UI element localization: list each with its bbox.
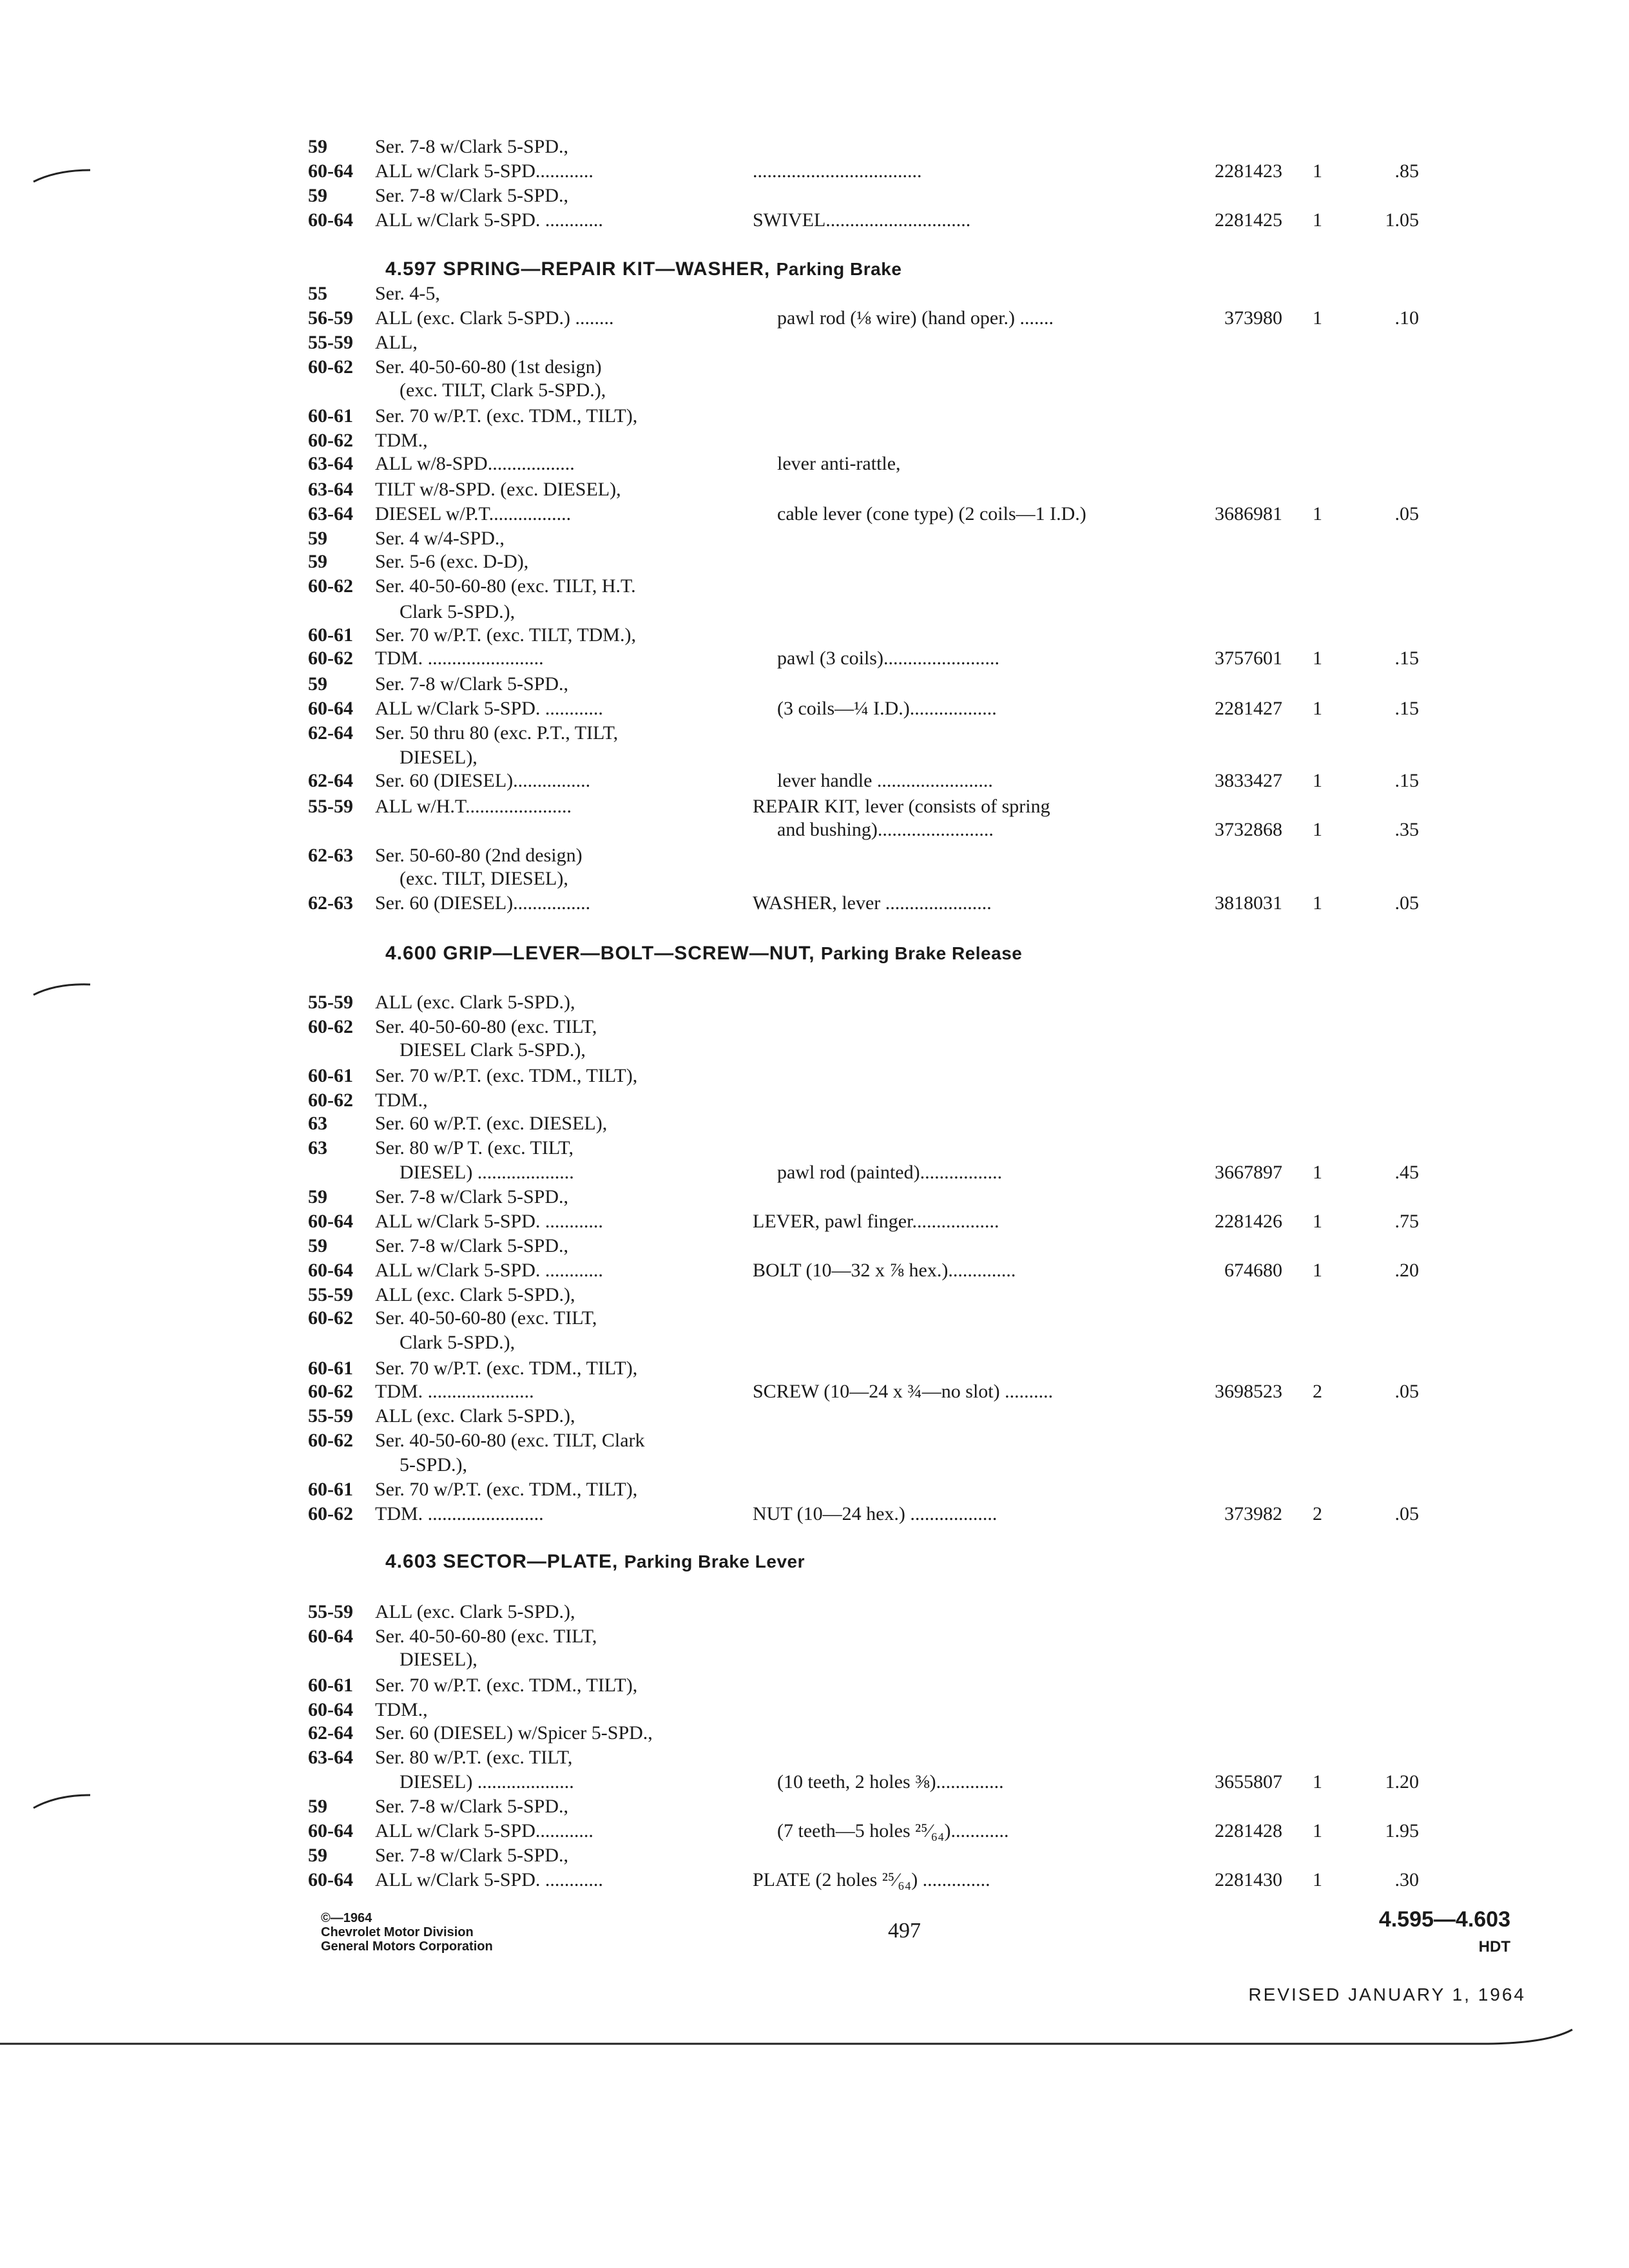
part-number: 674680 (1224, 1260, 1282, 1281)
model-years: 60-62 (308, 1503, 353, 1524)
table-row (0, 1283, 1629, 1307)
table-row (0, 184, 1629, 207)
part-desc: (7 teeth—5 holes ²⁵⁄₆₄)............ (777, 1820, 1009, 1841)
model-years: 63 (308, 1113, 327, 1134)
application-desc: Ser. 40-50-60-80 (exc. TILT, (375, 1016, 597, 1037)
price: .85 (1394, 160, 1419, 182)
part-desc: PLATE (2 holes ²⁵⁄₆₄) .............. (753, 1869, 990, 1890)
application-desc: Ser. 7-8 w/Clark 5-SPD., (375, 1235, 568, 1256)
section-heading (385, 1550, 805, 1573)
section-title: SPRING—REPAIR KIT—WASHER, (443, 258, 771, 280)
application-desc: ALL (exc. Clark 5-SPD.), (375, 992, 575, 1013)
model-years: 60-64 (308, 1260, 353, 1281)
table-row (0, 1015, 1629, 1039)
model-years: 59 (308, 1235, 327, 1256)
model-years: 60-64 (308, 1820, 353, 1841)
model-years: 59 (308, 551, 327, 572)
price: 1.20 (1385, 1771, 1419, 1792)
part-number: 2281428 (1215, 1820, 1282, 1841)
part-desc: (3 coils—¼ I.D.).................. (777, 698, 997, 719)
application-desc: ALL w/8-SPD.................. (375, 453, 575, 474)
table-row (0, 1331, 1629, 1354)
model-years: 60-62 (308, 575, 353, 597)
table-row (0, 1161, 1629, 1184)
price: 1.05 (1385, 209, 1419, 231)
application-desc: ALL w/Clark 5-SPD. ............ (375, 698, 603, 719)
price: .05 (1394, 892, 1419, 914)
part-number: 373982 (1224, 1503, 1282, 1524)
model-years: 55-59 (308, 1405, 353, 1427)
table-row (0, 1648, 1629, 1671)
table-row (0, 1210, 1629, 1233)
application-desc: Ser. 40-50-60-80 (exc. TILT, H.T. (375, 575, 636, 597)
section-number: 4.597 (385, 258, 438, 280)
model-years: 60-61 (308, 1675, 353, 1696)
price: .35 (1394, 819, 1419, 840)
table-row (0, 527, 1629, 550)
price: .15 (1394, 770, 1419, 791)
part-desc: cable lever (cone type) (2 coils—1 I.D.) (777, 503, 1086, 524)
table-row (0, 1089, 1629, 1112)
application-desc: TDM., (375, 1699, 428, 1720)
table-row (0, 429, 1629, 452)
part-desc: BOLT (10—32 x ⅞ hex.).............. (753, 1260, 1016, 1281)
table-row (0, 867, 1629, 890)
model-years: 62-64 (308, 722, 353, 744)
application-desc: Ser. 60 w/P.T. (exc. DIESEL), (375, 1113, 608, 1134)
application-desc: ALL w/Clark 5-SPD. ............ (375, 1211, 603, 1232)
application-desc: Ser. 5-6 (exc. D-D), (375, 551, 529, 572)
table-row (0, 1454, 1629, 1477)
application-desc: Ser. 40-50-60-80 (1st design) (375, 356, 602, 378)
model-years: 59 (308, 1186, 327, 1207)
quantity: 1 (1313, 307, 1322, 329)
table-row (0, 844, 1629, 867)
quantity: 1 (1313, 1162, 1322, 1183)
model-years: 60-61 (308, 624, 353, 646)
model-years: 59 (308, 528, 327, 549)
table-row (0, 892, 1629, 915)
part-desc: and bushing)........................ (777, 819, 994, 840)
application-desc: Ser. 40-50-60-80 (exc. TILT, (375, 1307, 597, 1329)
application-desc: Ser. 4 w/4-SPD., (375, 528, 505, 549)
application-desc: Ser. 4-5, (375, 283, 440, 304)
table-row (0, 1137, 1629, 1160)
part-desc: LEVER, pawl finger.................. (753, 1211, 999, 1232)
application-desc: ALL (exc. Clark 5-SPD.) ........ (375, 307, 614, 329)
section-heading (385, 258, 901, 281)
model-years: 55-59 (308, 1601, 353, 1622)
table-row (0, 575, 1629, 598)
price: .15 (1394, 648, 1419, 669)
model-years: 55-59 (308, 796, 353, 817)
application-desc: Ser. 7-8 w/Clark 5-SPD., (375, 1845, 568, 1866)
quantity: 1 (1313, 209, 1322, 231)
revised-date: REVISED JANUARY 1, 1964 (1248, 1984, 1526, 2004)
application-desc: Ser. 7-8 w/Clark 5-SPD., (375, 136, 568, 157)
application-desc: ALL (exc. Clark 5-SPD.), (375, 1601, 575, 1622)
part-number: 2281426 (1215, 1211, 1282, 1232)
part-desc: REPAIR KIT, lever (consists of spring (753, 796, 1050, 817)
application-desc: Ser. 40-50-60-80 (exc. TILT, (375, 1626, 597, 1647)
quantity: 1 (1313, 1211, 1322, 1232)
model-years: 62-63 (308, 892, 353, 914)
model-years: 59 (308, 185, 327, 206)
table-row (0, 1503, 1629, 1526)
table-row (0, 795, 1629, 818)
section-title: SECTOR—PLATE, (443, 1551, 619, 1572)
application-desc: ALL w/Clark 5-SPD. ............ (375, 1260, 603, 1281)
quantity: 2 (1313, 1381, 1322, 1402)
price: .05 (1394, 1503, 1419, 1524)
part-number: 3655807 (1215, 1771, 1282, 1792)
application-desc: Clark 5-SPD.), (400, 1332, 516, 1353)
model-years: 63-64 (308, 479, 353, 500)
table-row (0, 1698, 1629, 1722)
model-years: 60-64 (308, 1211, 353, 1232)
quantity: 1 (1313, 770, 1322, 791)
model-years: 60-64 (308, 209, 353, 231)
table-row (0, 1600, 1629, 1624)
model-years: 63-64 (308, 503, 353, 524)
application-desc: Ser. 50 thru 80 (exc. P.T., TILT, (375, 722, 619, 744)
table-row (0, 1746, 1629, 1769)
application-desc: Clark 5-SPD.), (400, 601, 516, 622)
model-years: 60-62 (308, 1016, 353, 1037)
part-desc: pawl rod (painted)................. (777, 1162, 1003, 1183)
application-desc: ALL (exc. Clark 5-SPD.), (375, 1284, 575, 1305)
quantity: 1 (1313, 503, 1322, 524)
table-row (0, 1674, 1629, 1697)
quantity: 1 (1313, 160, 1322, 182)
application-desc: 5-SPD.), (400, 1454, 468, 1475)
table-row (0, 478, 1629, 501)
model-years: 55-59 (308, 992, 353, 1013)
part-desc: ................................... (753, 160, 922, 182)
application-desc: DIESEL), (400, 747, 477, 768)
model-years: 59 (308, 673, 327, 695)
part-number: 3732868 (1215, 819, 1282, 840)
model-years: 59 (308, 1796, 327, 1817)
application-desc: Ser. 7-8 w/Clark 5-SPD., (375, 185, 568, 206)
table-row (0, 1357, 1629, 1380)
table-row (0, 1186, 1629, 1209)
part-desc: pawl rod (⅛ wire) (hand oper.) ....... (777, 307, 1054, 329)
model-years: 60-64 (308, 1699, 353, 1720)
model-years: 60-62 (308, 1430, 353, 1451)
model-years: 60-62 (308, 1307, 353, 1329)
table-row (0, 1478, 1629, 1501)
section-title: GRIP—LEVER—BOLT—SCREW—NUT, (443, 943, 815, 964)
model-years: 59 (308, 136, 327, 157)
table-row (0, 135, 1629, 159)
application-desc: DIESEL w/P.T................. (375, 503, 572, 524)
section-subtitle: Parking Brake Release (820, 943, 1023, 963)
application-desc: DIESEL Clark 5-SPD.), (400, 1039, 586, 1061)
table-row (0, 991, 1629, 1014)
price: .05 (1394, 503, 1419, 524)
model-years: 55-59 (308, 332, 353, 353)
quantity: 1 (1313, 648, 1322, 669)
application-desc: TDM. ...................... (375, 1381, 534, 1402)
application-desc: Ser. 60 (DIESEL)................ (375, 892, 591, 914)
part-number: 3686981 (1215, 503, 1282, 524)
table-row (0, 697, 1629, 720)
table-row (0, 1869, 1629, 1892)
table-row (0, 379, 1629, 402)
application-desc: Ser. 70 w/P.T. (exc. TDM., TILT), (375, 405, 638, 427)
bottom-rule (0, 2030, 1572, 2044)
table-row (0, 282, 1629, 305)
model-years: 63-64 (308, 1747, 353, 1768)
model-years: 60-61 (308, 1065, 353, 1086)
table-row (0, 1307, 1629, 1330)
application-desc: ALL, (375, 332, 418, 353)
table-row (0, 673, 1629, 696)
application-desc: Ser. 80 w/P T. (exc. TILT, (375, 1137, 574, 1158)
part-number: 2281430 (1215, 1869, 1282, 1890)
quantity: 1 (1313, 892, 1322, 914)
model-years: 60-64 (308, 1626, 353, 1647)
catalog-code: HDT (1478, 1938, 1510, 1956)
part-desc: lever handle ........................ (777, 770, 993, 791)
quantity: 1 (1313, 819, 1322, 840)
part-number: 2281423 (1215, 160, 1282, 182)
section-heading (385, 942, 1022, 965)
application-desc: TDM., (375, 1090, 428, 1111)
table-row (0, 452, 1629, 476)
table-row (0, 160, 1629, 183)
table-row (0, 1429, 1629, 1452)
model-years: 60-62 (308, 1090, 353, 1111)
part-desc: lever anti-rattle, (777, 453, 901, 474)
table-row (0, 1820, 1629, 1843)
model-years: 60-61 (308, 405, 353, 427)
application-desc: TDM. ........................ (375, 1503, 544, 1524)
model-years: 60-62 (308, 356, 353, 378)
part-desc: WASHER, lever ...................... (753, 892, 992, 914)
section-subtitle: Parking Brake (776, 259, 902, 279)
model-years: 60-64 (308, 698, 353, 719)
section-number: 4.600 (385, 943, 438, 964)
part-desc: pawl (3 coils)........................ (777, 648, 999, 669)
quantity: 1 (1313, 1820, 1322, 1841)
table-row (0, 746, 1629, 769)
model-years: 56-59 (308, 307, 353, 329)
footer-copyright: ©—1964 (321, 1911, 372, 1925)
table-row (0, 1039, 1629, 1062)
page-number: 497 (888, 1919, 921, 1943)
section-range: 4.595—4.603 (1378, 1907, 1510, 1932)
application-desc: ALL w/Clark 5-SPD............ (375, 160, 593, 182)
part-number: 373980 (1224, 307, 1282, 329)
table-row (0, 1259, 1629, 1282)
application-desc: ALL (exc. Clark 5-SPD.), (375, 1405, 575, 1427)
quantity: 2 (1313, 1503, 1322, 1524)
price: .45 (1394, 1162, 1419, 1183)
application-desc: (exc. TILT, Clark 5-SPD.), (400, 380, 606, 401)
table-row (0, 1405, 1629, 1428)
application-desc: ALL w/Clark 5-SPD............ (375, 1820, 593, 1841)
model-years: 55-59 (308, 1284, 353, 1305)
application-desc: TDM. ........................ (375, 648, 544, 669)
table-row (0, 1722, 1629, 1745)
part-number: 3698523 (1215, 1381, 1282, 1402)
part-number: 3833427 (1215, 770, 1282, 791)
table-row (0, 769, 1629, 793)
table-row (0, 209, 1629, 232)
table-row (0, 307, 1629, 330)
application-desc: TILT w/8-SPD. (exc. DIESEL), (375, 479, 621, 500)
model-years: 59 (308, 1845, 327, 1866)
application-desc: Ser. 70 w/P.T. (exc. TDM., TILT), (375, 1065, 638, 1086)
part-desc: NUT (10—24 hex.) .................. (753, 1503, 998, 1524)
table-row (0, 356, 1629, 379)
table-row (0, 1625, 1629, 1648)
application-desc: Ser. 70 w/P.T. (exc. TDM., TILT), (375, 1358, 638, 1379)
table-row (0, 1844, 1629, 1867)
application-desc: TDM., (375, 430, 428, 451)
application-desc: Ser. 80 w/P.T. (exc. TILT, (375, 1747, 573, 1768)
price: .15 (1394, 698, 1419, 719)
model-years: 63-64 (308, 453, 353, 474)
model-years: 63 (308, 1137, 327, 1158)
application-desc: ALL w/H.T...................... (375, 796, 572, 817)
table-row (0, 601, 1629, 624)
part-number: 2281427 (1215, 698, 1282, 719)
part-number: 3818031 (1215, 892, 1282, 914)
table-row (0, 722, 1629, 745)
table-row (0, 1380, 1629, 1403)
application-desc: (exc. TILT, DIESEL), (400, 868, 568, 889)
model-years: 62-64 (308, 770, 353, 791)
table-row (0, 818, 1629, 841)
part-desc: SWIVEL.............................. (753, 209, 971, 231)
part-desc: SCREW (10—24 x ¾—no slot) .......... (753, 1381, 1054, 1402)
model-years: 60-61 (308, 1358, 353, 1379)
application-desc: Ser. 7-8 w/Clark 5-SPD., (375, 673, 568, 695)
part-desc: (10 teeth, 2 holes ⅜).............. (777, 1771, 1004, 1792)
application-desc: Ser. 7-8 w/Clark 5-SPD., (375, 1186, 568, 1207)
price: .30 (1394, 1869, 1419, 1890)
table-row (0, 331, 1629, 354)
application-desc: DIESEL) .................... (400, 1771, 574, 1792)
model-years: 55 (308, 283, 327, 304)
price: 1.95 (1385, 1820, 1419, 1841)
table-row (0, 1112, 1629, 1135)
application-desc: ALL w/Clark 5-SPD. ............ (375, 1869, 603, 1890)
model-years: 62-63 (308, 845, 353, 866)
table-row (0, 647, 1629, 670)
application-desc: DIESEL), (400, 1649, 477, 1670)
application-desc: Ser. 70 w/P.T. (exc. TDM., TILT), (375, 1675, 638, 1696)
table-row (0, 1064, 1629, 1088)
application-desc: Ser. 70 w/P.T. (exc. TDM., TILT), (375, 1479, 638, 1500)
section-subtitle: Parking Brake Lever (624, 1552, 805, 1571)
quantity: 1 (1313, 1260, 1322, 1281)
price: .05 (1394, 1381, 1419, 1402)
model-years: 60-64 (308, 1869, 353, 1890)
application-desc: Ser. 70 w/P.T. (exc. TILT, TDM.), (375, 624, 636, 646)
table-row (0, 624, 1629, 647)
price: .10 (1394, 307, 1419, 329)
model-years: 60-62 (308, 430, 353, 451)
table-row (0, 1235, 1629, 1258)
part-number: 3757601 (1215, 648, 1282, 669)
model-years: 60-62 (308, 1381, 353, 1402)
table-row (0, 550, 1629, 573)
quantity: 1 (1313, 698, 1322, 719)
model-years: 60-62 (308, 648, 353, 669)
model-years: 60-61 (308, 1479, 353, 1500)
model-years: 60-64 (308, 160, 353, 182)
section-number: 4.603 (385, 1551, 438, 1572)
table-row (0, 503, 1629, 526)
table-row (0, 405, 1629, 428)
quantity: 1 (1313, 1869, 1322, 1890)
part-number: 2281425 (1215, 209, 1282, 231)
application-desc: Ser. 60 (DIESEL) w/Spicer 5-SPD., (375, 1722, 653, 1744)
footer-division: Chevrolet Motor Division (321, 1925, 474, 1939)
model-years: 62-64 (308, 1722, 353, 1744)
quantity: 1 (1313, 1771, 1322, 1792)
table-row (0, 1771, 1629, 1794)
application-desc: Ser. 40-50-60-80 (exc. TILT, Clark (375, 1430, 645, 1451)
price: .20 (1394, 1260, 1419, 1281)
application-desc: DIESEL) .................... (400, 1162, 574, 1183)
application-desc: Ser. 60 (DIESEL)................ (375, 770, 591, 791)
application-desc: ALL w/Clark 5-SPD. ............ (375, 209, 603, 231)
part-number: 3667897 (1215, 1162, 1282, 1183)
footer-corporation: General Motors Corporation (321, 1939, 493, 1954)
application-desc: Ser. 7-8 w/Clark 5-SPD., (375, 1796, 568, 1817)
table-row (0, 1795, 1629, 1818)
application-desc: Ser. 50-60-80 (2nd design) (375, 845, 583, 866)
price: .75 (1394, 1211, 1419, 1232)
